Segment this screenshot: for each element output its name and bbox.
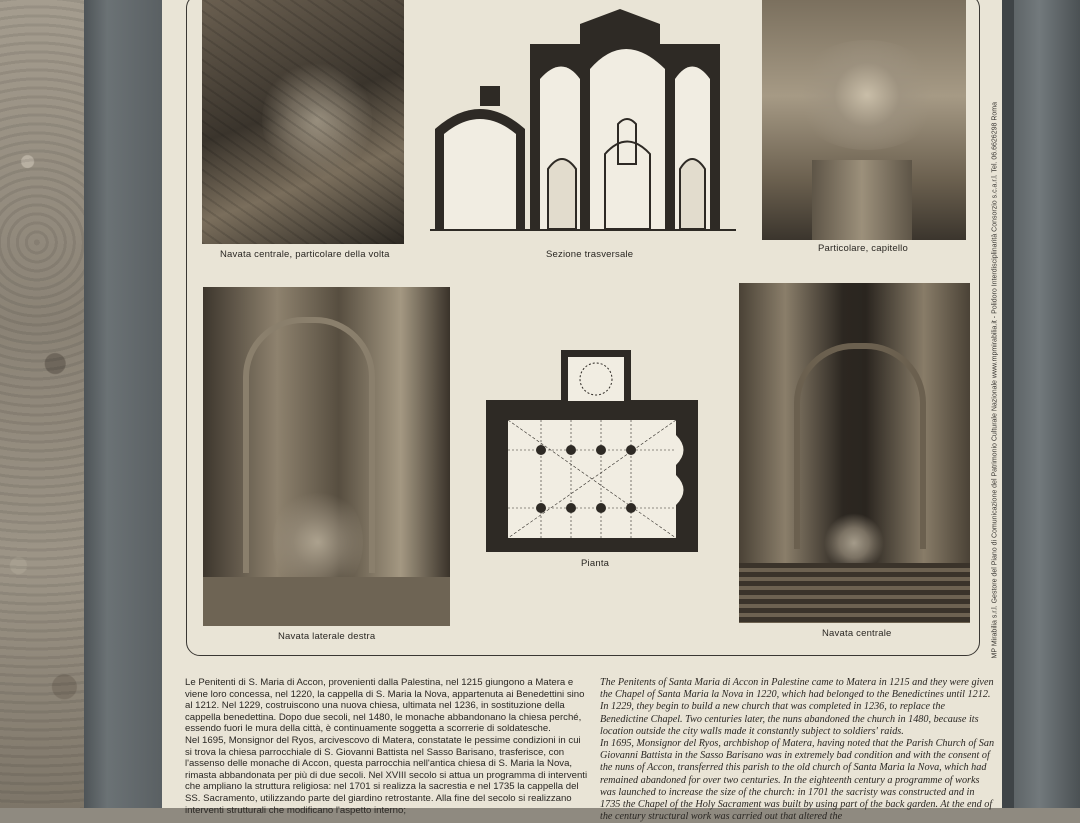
sign-frame-left	[84, 0, 162, 808]
cross-section-drawing	[430, 4, 736, 234]
stone-wall	[0, 0, 92, 808]
central-nave-caption: Navata centrale	[822, 628, 892, 639]
section-caption: Sezione trasversale	[546, 249, 634, 260]
vault-photo	[202, 0, 404, 244]
italian-text-column	[185, 677, 590, 816]
english-text-column	[600, 677, 995, 823]
floor-plan-drawing	[486, 350, 698, 552]
central-nave-photo	[739, 283, 970, 623]
vault-caption: Navata centrale, particolare della volta	[220, 249, 390, 260]
italian-paragraph-1: Le Penitenti di S. Maria di Accon, provenienti dalla Palestina, nel 1215 giungono a Matera e viene loro concessa, nel 1220, la cappella di S. Maria la Nova, appartenuta ai Benedettini sino al 1212. Nel 1229, costruiscono una nuova chiesa, ultimata nel 1236, in sostituzione della cappella benedettina. Dopo due secoli, nel 1480, le monache abbandonano la chiesa perché, essendo fuori le mura della città, è continuamente soggetta a scorrerie di soldatesche.	[185, 677, 585, 735]
right-aisle-caption: Navata laterale destra	[278, 631, 376, 642]
english-paragraph-1: The Penitents of Santa Maria di Accon in Palestine came to Matera in 1215 and they were given the Chapel of Santa Maria la Nova in 1220, which had belonged to the Benedictines until 1212. In 1229, they begin to build a new church that was completed in 1236, to replace the Benedictine Chapel. Two centuries later, the nuns abandoned the church in 1480, because its location outside the city walls made it constantly subject to soldiers' raids.	[600, 677, 994, 737]
plan-caption: Pianta	[581, 558, 610, 569]
capital-photo	[762, 0, 966, 240]
english-paragraph-2: In 1695, Monsignor del Ryos, archbishop of Matera, having noted that the Parish Church of San Giovanni Battista in the Sasso Barisano was in extremely bad condition and with the consent of the nuns of Accon, transferred this parish to the old church of Santa Maria la Nova, which had remained abandoned for over two centuries. In the eighteenth century a programme of works was launched to increase the size of the church: in 1701 the sacristy was constructed and in 1735 the Chapel of the Holy Sacrament was built by using part of the back garden. At the end of the century structural work was carried out that altered the	[600, 738, 995, 823]
sign-frame-inner-right	[1000, 0, 1014, 808]
capital-caption: Particolare, capitello	[818, 243, 908, 254]
right-aisle-photo	[203, 287, 450, 626]
sign-frame-right	[1012, 0, 1080, 808]
publisher-credit-text: MP Mirabilia s.r.l. Gestore del Piano di Comunicazione del Patrimonio Culturale Nazionale www.mpmirabilia.it - Polidoro Interdisciplinarità Consorzio s.c.a.r.l. Tel. 06.6626298 Roma	[991, 102, 999, 659]
italian-paragraph-2: Nel 1695, Monsignor del Ryos, arcivescovo di Matera, constatate le pessime condizioni in cui si trova la chiesa parrocchiale di S. Giovanni Battista nel Sasso Barisano, trasferisce, con l'assenso delle monache di Accon, questa parrocchia nell'antica chiesa di S. Maria la Nova, rimasta abbandonata per più di due secoli. Nel XVIII secolo si attua un programma di interventi che ampliano la struttura religiosa: nel 1701 si realizza la sacrestia e nel 1735 la cappella del SS. Sacramento, utilizzando parte del giardino retrostante. Alla fine del secolo si realizzano interventi strutturali che modificano l'aspetto interno;	[185, 734, 588, 816]
publisher-credit	[990, 102, 1000, 660]
